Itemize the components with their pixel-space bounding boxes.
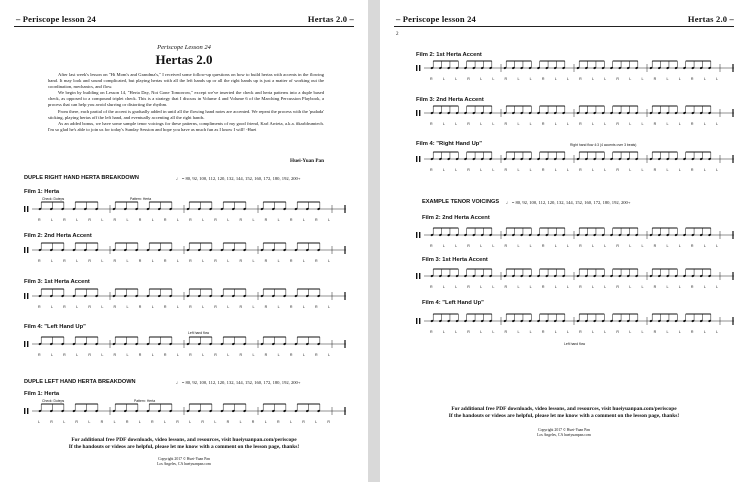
svg-text:>	[636, 227, 638, 228]
header-rule	[14, 26, 354, 27]
svg-text:>	[512, 227, 514, 228]
header-right: Hertas 2.0 –	[687, 14, 734, 24]
svg-text:>	[563, 227, 565, 228]
svg-text:>	[481, 105, 483, 106]
svg-text:>	[627, 268, 629, 269]
copyright	[0, 457, 368, 467]
svg-text:>	[546, 151, 548, 152]
tempo-marking: ♩ = 80, 92, 100, 112, 120, 132, 144, 152, 160, 172, 180, 192, 200+	[176, 380, 301, 385]
svg-text:>	[546, 313, 548, 314]
paragraph: We begin by building on Lesson 14, "Herta Day, Not Gone Tomorrow," except we've inserted the check and herta patterns into a duple based check, as opposed to a compound triplet check. This is a strategy that I discuss in Volume 4 and Volume 6 of the Marching Percussion Playbook, a process that can help you avoid slurring or distorting the rhythm.	[48, 90, 324, 108]
flow-annotation: Right hand flow 4:3 (4 accents over 3 beats)	[570, 143, 637, 147]
paragraph: As an added bonus, we have some sample tenor voicings for these patterns, compliments of my good friend, Karl Arrieta, a.k.a. #karldrumtech. I'm so glad he's able to join us for today's Sunday Session and hope you have as much fun as I know I will! -Huei	[48, 120, 324, 132]
svg-text:>	[96, 242, 98, 243]
page-left	[0, 0, 368, 482]
svg-text:>	[198, 288, 200, 289]
svg-text:R L R L R L R L R L: R L R L R L R L R L R L R L R L R L R L R L R L	[38, 305, 331, 309]
svg-text:>	[658, 227, 660, 228]
svg-text:>	[73, 201, 75, 202]
svg-text:>	[700, 105, 702, 106]
svg-text:>	[170, 242, 172, 243]
svg-text:>	[504, 268, 506, 269]
svg-text:>	[684, 227, 686, 228]
film-label: Film 3: 2nd Herta Accent	[416, 97, 484, 103]
notation-staff	[414, 105, 736, 129]
svg-text:>	[554, 268, 556, 269]
svg-text:>	[465, 227, 467, 228]
svg-text:>	[147, 336, 149, 337]
page-header	[380, 14, 748, 26]
svg-text:>	[284, 242, 286, 243]
notation-staff	[22, 242, 348, 266]
svg-text:>	[318, 242, 320, 243]
notation-staff	[414, 227, 736, 253]
section-heading-rh: DUPLE RIGHT HAND HERTA BREAKDOWN	[24, 175, 139, 181]
copyright	[380, 428, 748, 438]
svg-text:>	[684, 60, 686, 61]
svg-text:>	[538, 227, 540, 228]
notation-staff	[22, 288, 348, 312]
svg-text:>	[170, 403, 172, 404]
check-annotation: Check: Duteps	[42, 399, 65, 403]
notation-staff	[22, 201, 348, 225]
svg-text:>	[306, 288, 308, 289]
svg-text:>	[577, 105, 579, 106]
svg-text:>	[675, 105, 677, 106]
svg-text:>	[481, 268, 483, 269]
svg-text:>	[473, 151, 475, 152]
svg-text:>	[136, 242, 138, 243]
notation-staff	[414, 151, 736, 175]
svg-text:>	[692, 313, 694, 314]
svg-text:>	[113, 201, 115, 202]
svg-text:R L L R L L R L L R: R L L R L L R L L R L L R L L R L L R L L R L L	[430, 285, 719, 289]
tempo-marking: ♩ = 80, 92, 100, 112, 120, 132, 144, 152, 160, 172, 180, 192, 200+	[176, 176, 301, 181]
footer-line: If the handouts or videos are helpful, please let me know with a comment on the lesson page, thanks!	[68, 444, 300, 450]
header-rule	[394, 26, 734, 27]
svg-text:>	[261, 336, 263, 337]
svg-text:R L L R L L R L L R: R L L R L L R L L R L L R L L R L L R L L R L L	[430, 330, 719, 334]
pattern-annotation: Pattern: Herta	[134, 399, 156, 403]
svg-text:>	[50, 288, 52, 289]
svg-text:>	[585, 60, 587, 61]
section-heading-lh: DUPLE LEFT HAND HERTA BREAKDOWN	[24, 379, 136, 385]
author-signature: Huei-Yuan Pan	[290, 158, 324, 164]
footer-line: For additional free PDF downloads, video lessons, and resources, visit hueiyuanpan.com/periscope	[71, 437, 297, 443]
svg-text:>	[431, 105, 433, 106]
film-label: Film 3: 1st Herta Accent	[24, 279, 90, 285]
svg-text:R L R L R L R L R L: R L R L R L R L R L R L R L R L R L R L R L R L	[38, 353, 331, 357]
svg-text:>	[594, 313, 596, 314]
intro-text	[48, 72, 324, 133]
svg-text:>	[136, 403, 138, 404]
svg-text:>	[619, 151, 621, 152]
svg-text:>	[594, 151, 596, 152]
svg-text:>	[221, 201, 223, 202]
svg-text:>	[709, 227, 711, 228]
svg-text:>	[439, 60, 441, 61]
svg-text:>	[490, 60, 492, 61]
svg-text:>	[147, 201, 149, 202]
svg-text:>	[504, 105, 506, 106]
page-header	[0, 14, 368, 26]
svg-text:>	[124, 288, 126, 289]
svg-text:R L R L R L R L R L: R L R L R L R L R L R L R L R L R L R L R L R L	[38, 259, 331, 263]
svg-text:>	[439, 227, 441, 228]
header-left: – Periscope lesson 24	[396, 14, 476, 24]
film-label: Film 1: Herta	[24, 189, 60, 195]
svg-text:>	[96, 403, 98, 404]
notation-staff	[22, 403, 348, 427]
svg-text:>	[73, 336, 75, 337]
svg-text:>	[465, 60, 467, 61]
svg-text:>	[318, 403, 320, 404]
svg-text:>	[473, 313, 475, 314]
svg-text:>	[261, 201, 263, 202]
copyright-line: Los Angeles, CA hueiyuanpan.com	[537, 433, 591, 437]
svg-text:>	[611, 227, 613, 228]
svg-text:>	[602, 268, 604, 269]
svg-text:>	[244, 242, 246, 243]
svg-text:>	[611, 60, 613, 61]
notation-staff	[414, 60, 736, 84]
svg-text:R L L R L L R L L R: R L L R L L R L L R L L R L L R L L R L L R L L	[430, 168, 719, 172]
notation-staff	[414, 313, 736, 339]
svg-text:>	[709, 60, 711, 61]
film-label: Film 4: "Left Hand Up"	[24, 324, 86, 330]
film-label: Film 3: 1st Herta Accent	[422, 257, 488, 263]
svg-text:R L L R L L R L L R: R L L R L L R L L R L L R L L R L L R L L R L L	[430, 122, 719, 126]
svg-text:>	[295, 201, 297, 202]
flow-annotation: Left hand flow	[188, 331, 210, 335]
header-left: – Periscope lesson 24	[16, 14, 96, 24]
svg-text:>	[39, 201, 41, 202]
svg-text:>	[521, 151, 523, 152]
svg-text:>	[602, 105, 604, 106]
film-label: Film 2: 2nd Herta Accent	[24, 233, 92, 239]
footer-line: If the handouts or videos are helpful, please let me know with a comment on the lesson page, thanks!	[448, 413, 680, 419]
notation-staff	[414, 268, 736, 294]
svg-text:>	[490, 227, 492, 228]
svg-text:>	[521, 313, 523, 314]
check-annotation: Check: Duteps	[42, 197, 65, 201]
svg-text:>	[187, 201, 189, 202]
svg-text:>	[210, 242, 212, 243]
copyright-line: Los Angeles, CA hueiyuanpan.com	[157, 462, 211, 466]
svg-text:>	[667, 313, 669, 314]
svg-text:>	[62, 242, 64, 243]
svg-text:>	[667, 151, 669, 152]
svg-text:>	[512, 60, 514, 61]
svg-text:>	[700, 268, 702, 269]
svg-text:>	[221, 336, 223, 337]
svg-text:>	[187, 336, 189, 337]
svg-text:L R L R L R L R L R: L R L R L R L R L R L R L R L R L R L R L R L R	[38, 420, 331, 424]
copyright-line: Copyright 2017 © Huei-Yuan Pan	[158, 457, 210, 461]
svg-text:>	[554, 105, 556, 106]
svg-text:>	[636, 60, 638, 61]
lesson-subtitle: Periscope Lesson 24	[157, 44, 211, 51]
svg-text:>	[62, 403, 64, 404]
svg-text:>	[650, 268, 652, 269]
svg-text:>	[158, 288, 160, 289]
svg-text:>	[232, 288, 234, 289]
svg-text:>	[456, 105, 458, 106]
svg-text:>	[529, 268, 531, 269]
svg-text:R L L R L L R L L R: R L L R L L R L L R L L R L L R L L R L L R L L	[430, 244, 719, 248]
section-heading-tenor: EXAMPLE TENOR VOICINGS	[422, 199, 500, 205]
paragraph: From there, each partial of the accent is gradually added in until all the flowing hand notes are accented. We repeat the process with the 'pudada' sticking, playing hertas off the left hand, and eventually accenting all the right hands.	[48, 108, 324, 120]
svg-text:>	[113, 336, 115, 337]
svg-text:>	[210, 403, 212, 404]
svg-text:>	[456, 268, 458, 269]
tempo-marking: ♩ = 80, 92, 100, 112, 120, 132, 144, 152, 160, 172, 180, 192, 200+	[506, 200, 631, 205]
flow-annotation: Left hand flow	[564, 342, 586, 346]
film-label: Film 1: Herta	[24, 391, 60, 397]
notation-staff	[22, 336, 348, 360]
svg-text:>	[295, 336, 297, 337]
svg-text:>	[431, 268, 433, 269]
svg-text:>	[619, 313, 621, 314]
svg-text:>	[675, 268, 677, 269]
svg-text:>	[84, 288, 86, 289]
page-right	[380, 0, 748, 482]
svg-text:>	[650, 105, 652, 106]
svg-text:>	[529, 105, 531, 106]
svg-text:>	[39, 336, 41, 337]
svg-text:>	[658, 60, 660, 61]
svg-text:>	[538, 60, 540, 61]
header-right: Hertas 2.0 –	[307, 14, 354, 24]
pattern-annotation: Pattern: Herta	[130, 197, 152, 201]
lesson-title: Hertas 2.0	[155, 52, 213, 67]
film-label: Film 4: "Right Hand Up"	[416, 141, 483, 147]
footer-line: For additional free PDF downloads, video lessons, and resources, visit hueiyuanpan.com/periscope	[451, 406, 677, 412]
svg-text:>	[244, 403, 246, 404]
svg-text:>	[692, 151, 694, 152]
svg-text:>	[272, 288, 274, 289]
page-number: 2	[396, 32, 399, 37]
film-label: Film 2: 1st Herta Accent	[416, 52, 482, 58]
footer-note	[0, 437, 368, 451]
footer-note	[380, 406, 748, 420]
svg-text:>	[448, 313, 450, 314]
svg-text:>	[284, 403, 286, 404]
svg-text:>	[627, 105, 629, 106]
svg-text:>	[563, 60, 565, 61]
svg-text:R L R L R L R L R L: R L R L R L R L R L R L R L R L R L R L R L R L	[38, 218, 331, 222]
svg-text:>	[585, 227, 587, 228]
copyright-line: Copyright 2017 © Huei-Yuan Pan	[538, 428, 590, 432]
svg-text:>	[577, 268, 579, 269]
svg-text:>	[448, 151, 450, 152]
film-label: Film 4: "Left Hand Up"	[422, 300, 484, 306]
svg-text:R L L R L L R L L R: R L L R L L R L L R L L R L L R L L R L L R L L	[430, 77, 719, 81]
paragraph: After last week's lesson on "Hi Mom's and Grandma's," I received some follow-up questions on how to build hertas with accents in the flowing hand. It may look and sound complicated, but playing hertas with all the left hands up or all the right hands up is just a matter of working out the coordination, mechanics, and flow.	[48, 72, 324, 90]
film-label: Film 2: 2nd Herta Accent	[422, 215, 490, 221]
